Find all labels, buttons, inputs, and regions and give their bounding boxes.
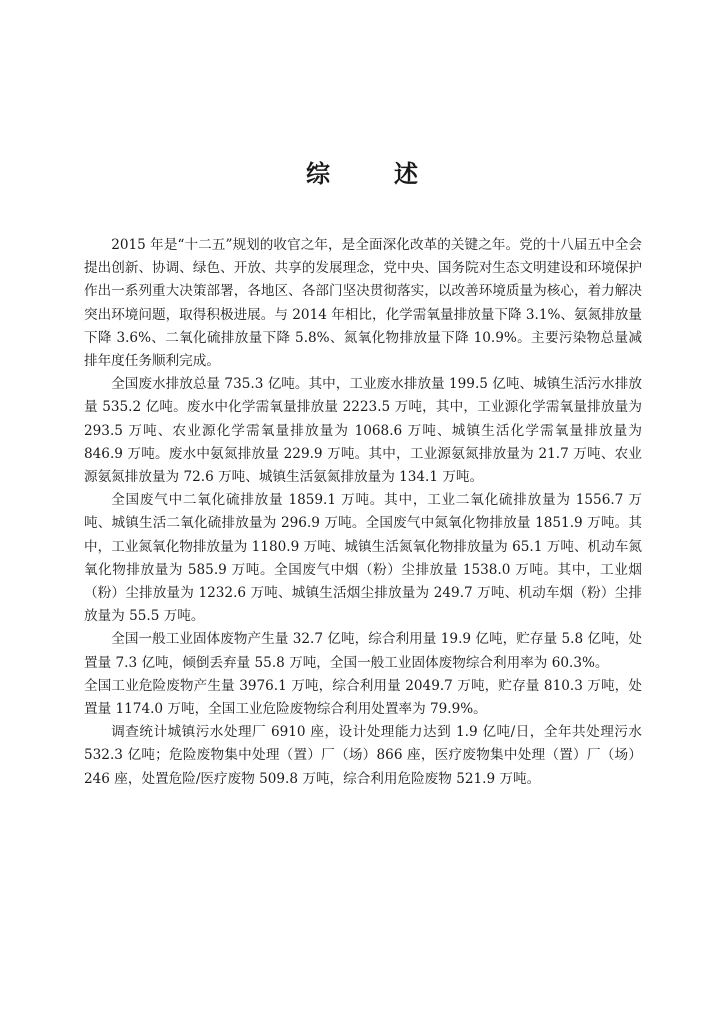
- paragraph-hazardous-waste: 全国工业危险废物产生量 3976.1 万吨，综合利用量 2049.7 万吨，贮存量 810.3 万吨，处置量 1174.0 万吨，全国工业危险废物综合利用处置率为 79.9%。: [84, 677, 642, 718]
- page-title: 综 述: [306, 159, 438, 188]
- body-text: [84, 234, 642, 791]
- paragraph-treatment-facilities: 调查统计城镇污水处理厂 6910 座，设计处理能力达到 1.9 亿吨/日，全年共处理污水 532.3 亿吨；危险废物集中处理（置）厂（场）866 座，医疗废物集中处理（置）厂（场）246 座，处置危险/医疗废物 509.8 万吨，综合利用危险废物 521.9 万吨。: [84, 724, 642, 787]
- paragraph-wastewater: 全国废水排放总量 735.3 亿吨。其中，工业废水排放量 199.5 亿吨、城镇生活污水排放量 535.2 亿吨。废水中化学需氧量排放量 2223.5 万吨，其中，工业源化学需氧量排放量为 293.5 万吨、农业源化学需氧量排放量为 1068.6 万吨、城镇生活化学需氧量排放量为 846.9 万吨。废水中氨氮排放量 229.9 万吨。其中，工业源氨氮排放量为 21.7 万吨、农业源氨氮排放量为 72.6 万吨、城镇生活氨氮排放量为 134.1 万吨。: [84, 376, 642, 486]
- paragraph-solid-waste: 全国一般工业固体废物产生量 32.7 亿吨，综合利用量 19.9 亿吨，贮存量 5.8 亿吨，处置量 7.3 亿吨，倾倒丢弃量 55.8 万吨，全国一般工业固体废物综合利用率为 60.3%。: [84, 631, 642, 671]
- paragraph-exhaust-gas: 全国废气中二氧化硫排放量 1859.1 万吨。其中，工业二氧化硫排放量为 1556.7 万吨、城镇生活二氧化硫排放量为 296.9 万吨。全国废气中氮氧化物排放量 1851.9 万吨。其中，工业氮氧化物排放量为 1180.9 万吨、城镇生活氮氧化物排放量为 65.1 万吨、机动车氮氧化物排放量为 585.9 万吨。全国废气中烟（粉）尘排放量 1538.0 万吨。其中，工业烟（粉）尘排放量为 1232.6 万吨、城镇生活烟尘排放量为 249.7 万吨、机动车烟（粉）尘排放量为 55.5 万吨。: [84, 492, 642, 625]
- paragraph-overview: 2015 年是“十二五”规划的收官之年，是全面深化改革的关键之年。党的十八届五中全会提出创新、协调、绿色、开放、共享的发展理念，党中央、国务院对生态文明建设和环境保护作出一系列重大决策部署，各地区、各部门坚决贯彻落实，以改善环境质量为核心，着力解决突出环境问题，取得积极进展。与 2014 年相比，化学需氧量排放量下降 3.1%、氨氮排放量下降 3.6%、二氧化硫排放量下降 5.8%、氮氧化物排放量下降 10.9%。主要污染物总量减排年度任务顺利完成。: [84, 237, 642, 370]
